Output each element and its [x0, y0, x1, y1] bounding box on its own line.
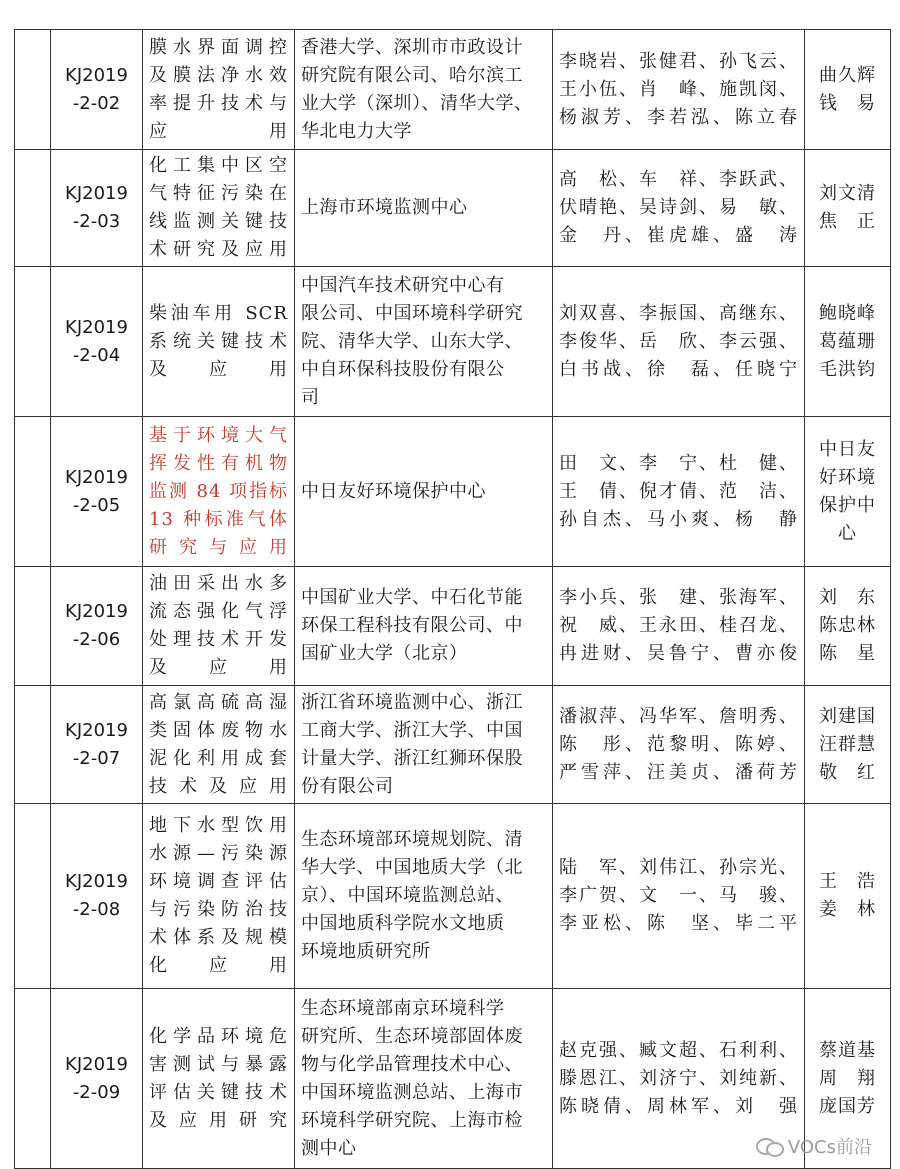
table-row [15, 150, 891, 267]
code-line: KJ2019 [65, 183, 128, 204]
people-line: 高 松、车 祥、李跃武、 [559, 169, 798, 190]
contacts-cell [805, 267, 891, 417]
contacts-line: 陈 星 [819, 643, 876, 664]
title-line: 基于环境大气 [149, 424, 288, 446]
units-line: 中自环保科技股份有限公 [301, 358, 505, 380]
code-line: KJ2019 [65, 64, 128, 86]
code-cell [51, 150, 143, 267]
code-line: -2-02 [72, 92, 121, 114]
contacts-line: 蔡道基 [819, 1039, 876, 1061]
contacts-line: 好环境 [819, 466, 876, 488]
index-cell [15, 150, 51, 267]
units-line: 中日友好环境保护中心 [301, 480, 486, 502]
title-line: 气特征污染在 [149, 183, 288, 204]
title-line: 环境调查评估 [149, 871, 288, 892]
contacts-line: 庞国芳 [819, 1095, 876, 1117]
contacts-line: 刘文清 [819, 183, 876, 204]
people-line: 伏晴艳、吴诗剑、易 敏、 [559, 197, 798, 218]
units-cell [295, 417, 553, 567]
title-line: 应用 [149, 120, 288, 142]
contacts-line: 曲久辉 [819, 64, 876, 86]
title-cell [143, 804, 295, 989]
code-line: -2-03 [72, 211, 121, 232]
contacts-line: 姜 林 [819, 899, 876, 920]
contacts-line: 汪群慧 [819, 733, 876, 755]
contacts-cell [805, 804, 891, 989]
units-line: 香港大学、深圳市市政设计 [301, 36, 523, 58]
contacts-line: 钱 易 [819, 92, 876, 114]
units-line: 物与化学品管理技术中心、 [301, 1053, 523, 1075]
units-line: 计量大学、浙江红狮环保股 [301, 747, 523, 769]
code-line: KJ2019 [65, 1053, 128, 1075]
contacts-line: 毛洪钧 [819, 358, 876, 380]
title-line: 类固体废物水 [149, 719, 288, 741]
units-cell [295, 150, 553, 267]
table-row [15, 567, 891, 686]
people-line: 李俊华、岳 欣、李云强、 [559, 330, 798, 352]
units-line: 份有限公司 [301, 775, 394, 797]
index-cell [15, 267, 51, 417]
code-cell [51, 267, 143, 417]
units-cell [295, 989, 553, 1169]
units-line: 限公司、中国环境科学研究 [301, 302, 523, 324]
units-line: 院、清华大学、山东大学、 [301, 330, 523, 352]
units-cell [295, 686, 553, 804]
title-line: 油田采出水多 [149, 573, 288, 594]
units-line: 华大学、中国地质大学（北 [301, 857, 523, 878]
units-line: 中国地质科学院水文地质 [301, 913, 505, 934]
title-cell [143, 686, 295, 804]
people-line: 潘淑萍、冯华军、詹明秀、 [559, 705, 798, 727]
code-cell [51, 30, 143, 150]
contacts-line: 焦 正 [819, 211, 876, 232]
code-line: -2-07 [72, 747, 121, 769]
title-line: 流态强化气浮 [149, 601, 288, 622]
title-line: 与污染防治技 [149, 899, 288, 920]
people-cell [553, 150, 805, 267]
code-line: -2-09 [72, 1081, 121, 1103]
code-line: KJ2019 [65, 466, 128, 488]
people-cell [553, 417, 805, 567]
people-line: 田 文、李 宁、杜 健、 [559, 452, 798, 474]
code-line: KJ2019 [65, 719, 128, 741]
title-line: 及应用研究 [149, 1109, 288, 1131]
title-line: 术研究及应用 [149, 239, 288, 260]
people-cell [553, 30, 805, 150]
contacts-line: 刘 东 [819, 587, 876, 608]
people-line: 王 倩、倪才倩、范 洁、 [559, 480, 798, 502]
units-cell [295, 30, 553, 150]
units-line: 国矿业大学（北京） [301, 643, 468, 664]
people-line: 冉进财、吴鲁宁、曹亦俊 [559, 643, 798, 664]
table-row [15, 267, 891, 417]
title-line: 及应用 [149, 358, 288, 380]
title-line: 挥发性有机物 [149, 452, 288, 474]
code-line: -2-08 [72, 899, 121, 920]
title-line: 及应用 [149, 657, 288, 678]
awards-table [14, 29, 891, 1169]
units-line: 研究院有限公司、哈尔滨工 [301, 64, 523, 86]
contacts-cell [805, 30, 891, 150]
units-cell [295, 567, 553, 686]
table-row [15, 804, 891, 989]
title-cell [143, 989, 295, 1169]
code-line: KJ2019 [65, 601, 128, 622]
units-line: 中国矿业大学、中石化节能 [301, 587, 523, 608]
code-line: KJ2019 [65, 316, 128, 338]
units-line: 华北电力大学 [301, 120, 412, 142]
people-line: 刘双喜、李振国、高继东、 [559, 302, 798, 324]
code-cell [51, 567, 143, 686]
people-line: 李小兵、张 建、张海军、 [559, 587, 798, 608]
people-line: 李晓岩、张健君、孙飞云、 [559, 50, 798, 72]
people-line: 李亚松、陈 坚、毕二平 [559, 913, 798, 934]
contacts-line: 鲍晓峰 [819, 302, 876, 324]
people-cell [553, 267, 805, 417]
title-line: 化应用 [149, 955, 288, 976]
people-line: 王小伍、肖 峰、施凯闵、 [559, 78, 798, 100]
contacts-cell [805, 567, 891, 686]
code-cell [51, 989, 143, 1169]
title-line: 术体系及规模 [149, 927, 288, 948]
title-line: 泥化利用成套 [149, 747, 288, 769]
units-cell [295, 267, 553, 417]
watermark-text: VOCs前沿 [787, 1137, 872, 1158]
title-cell [143, 417, 295, 567]
title-line: 率提升技术与 [149, 92, 288, 114]
table-row [15, 686, 891, 804]
people-line: 金 丹、崔虎雄、盛 涛 [559, 225, 798, 246]
units-line: 研究所、生态环境部固体废 [301, 1025, 523, 1047]
title-cell [143, 567, 295, 686]
index-cell [15, 686, 51, 804]
contacts-line: 陈忠林 [819, 615, 876, 636]
title-cell [143, 150, 295, 267]
people-line: 孙自杰、马小爽、杨 静 [559, 508, 798, 530]
title-line: 处理技术开发 [149, 629, 288, 650]
code-line: -2-06 [72, 629, 121, 650]
wechat-icon [756, 1136, 782, 1156]
people-line: 赵克强、臧文超、石利利、 [559, 1039, 798, 1061]
units-line: 上海市环境监测中心 [301, 197, 468, 218]
title-line: 化工集中区空 [149, 155, 288, 176]
title-line: 水源—污染源 [149, 843, 288, 864]
code-line: -2-05 [72, 494, 121, 516]
units-line: 环保工程科技有限公司、中 [301, 615, 523, 636]
contacts-line: 葛蕴珊 [819, 330, 876, 352]
units-line: 业大学（深圳）、清华大学、 [301, 92, 533, 114]
index-cell [15, 417, 51, 567]
people-cell [553, 567, 805, 686]
code-cell [51, 417, 143, 567]
units-line: 生态环境部南京环境科学 [301, 997, 505, 1019]
title-line: 及膜法净水效 [149, 64, 288, 86]
people-line: 陈 彤、范黎明、陈婷、 [559, 733, 798, 755]
contacts-line: 保护中 [819, 494, 876, 516]
contacts-cell [805, 417, 891, 567]
people-line: 陆 军、刘伟江、孙宗光、 [559, 857, 798, 878]
people-cell [553, 804, 805, 989]
code-cell [51, 686, 143, 804]
units-line: 环境科学研究院、上海市检 [301, 1109, 523, 1131]
index-cell [15, 30, 51, 150]
code-line: KJ2019 [65, 871, 128, 892]
contacts-line: 心 [838, 522, 857, 544]
title-line: 监测 84 项指标 [149, 480, 288, 502]
index-cell [15, 989, 51, 1169]
table-row [15, 30, 891, 150]
units-line: 浙江省环境监测中心、浙江 [301, 691, 523, 713]
title-line: 化学品环境危 [149, 1025, 288, 1047]
people-line: 祝 威、王永田、桂召龙、 [559, 615, 798, 636]
contacts-line: 中日友 [819, 438, 876, 460]
contacts-cell [805, 150, 891, 267]
contacts-line: 刘建国 [819, 705, 876, 727]
title-line: 高氯高硫高湿 [149, 691, 288, 713]
people-line: 李广贺、文 一、马 骏、 [559, 885, 798, 906]
title-line: 13 种标准气体 [149, 508, 288, 530]
units-line: 测中心 [301, 1137, 357, 1159]
units-line: 生态环境部环境规划院、清 [301, 829, 523, 850]
table-row [15, 417, 891, 567]
title-line: 害测试与暴露 [149, 1053, 288, 1075]
contacts-line: 周 翔 [819, 1067, 876, 1089]
title-line: 评估关键技术 [149, 1081, 288, 1103]
title-line: 膜水界面调控 [149, 36, 288, 58]
contacts-cell [805, 686, 891, 804]
units-line: 环境地质研究所 [301, 941, 431, 962]
contacts-line: 王 浩 [819, 871, 876, 892]
code-line: -2-04 [72, 344, 121, 366]
watermark [756, 1133, 872, 1159]
title-line: 线监测关键技 [149, 211, 288, 232]
title-line: 研究与应用 [149, 536, 288, 558]
people-line: 白书战、徐 磊、任晓宁 [559, 358, 798, 380]
people-line: 陈晓倩、周林军、刘 强 [559, 1095, 798, 1117]
people-cell [553, 686, 805, 804]
units-cell [295, 804, 553, 989]
title-cell [143, 267, 295, 417]
index-cell [15, 804, 51, 989]
units-line: 京）、中国环境监测总站、 [301, 885, 514, 906]
code-cell [51, 804, 143, 989]
title-line: 技术及应用 [149, 775, 288, 797]
title-cell [143, 30, 295, 150]
units-line: 中国环境监测总站、上海市 [301, 1081, 523, 1103]
units-line: 中国汽车技术研究中心有 [301, 274, 505, 296]
title-line: 系统关键技术 [149, 330, 288, 352]
people-line: 严雪萍、汪美贞、潘荷芳 [559, 761, 798, 783]
index-cell [15, 567, 51, 686]
table-body [15, 30, 891, 1169]
people-line: 杨淑芳、李若泓、陈立春 [559, 106, 798, 128]
title-line: 地下水型饮用 [149, 815, 288, 836]
units-line: 司 [301, 386, 320, 408]
title-line: 柴油车用 SCR [149, 302, 288, 324]
contacts-line: 敬 红 [819, 761, 876, 783]
units-line: 工商大学、浙江大学、中国 [301, 719, 523, 741]
people-line: 滕恩江、刘济宁、刘纯新、 [559, 1067, 798, 1089]
